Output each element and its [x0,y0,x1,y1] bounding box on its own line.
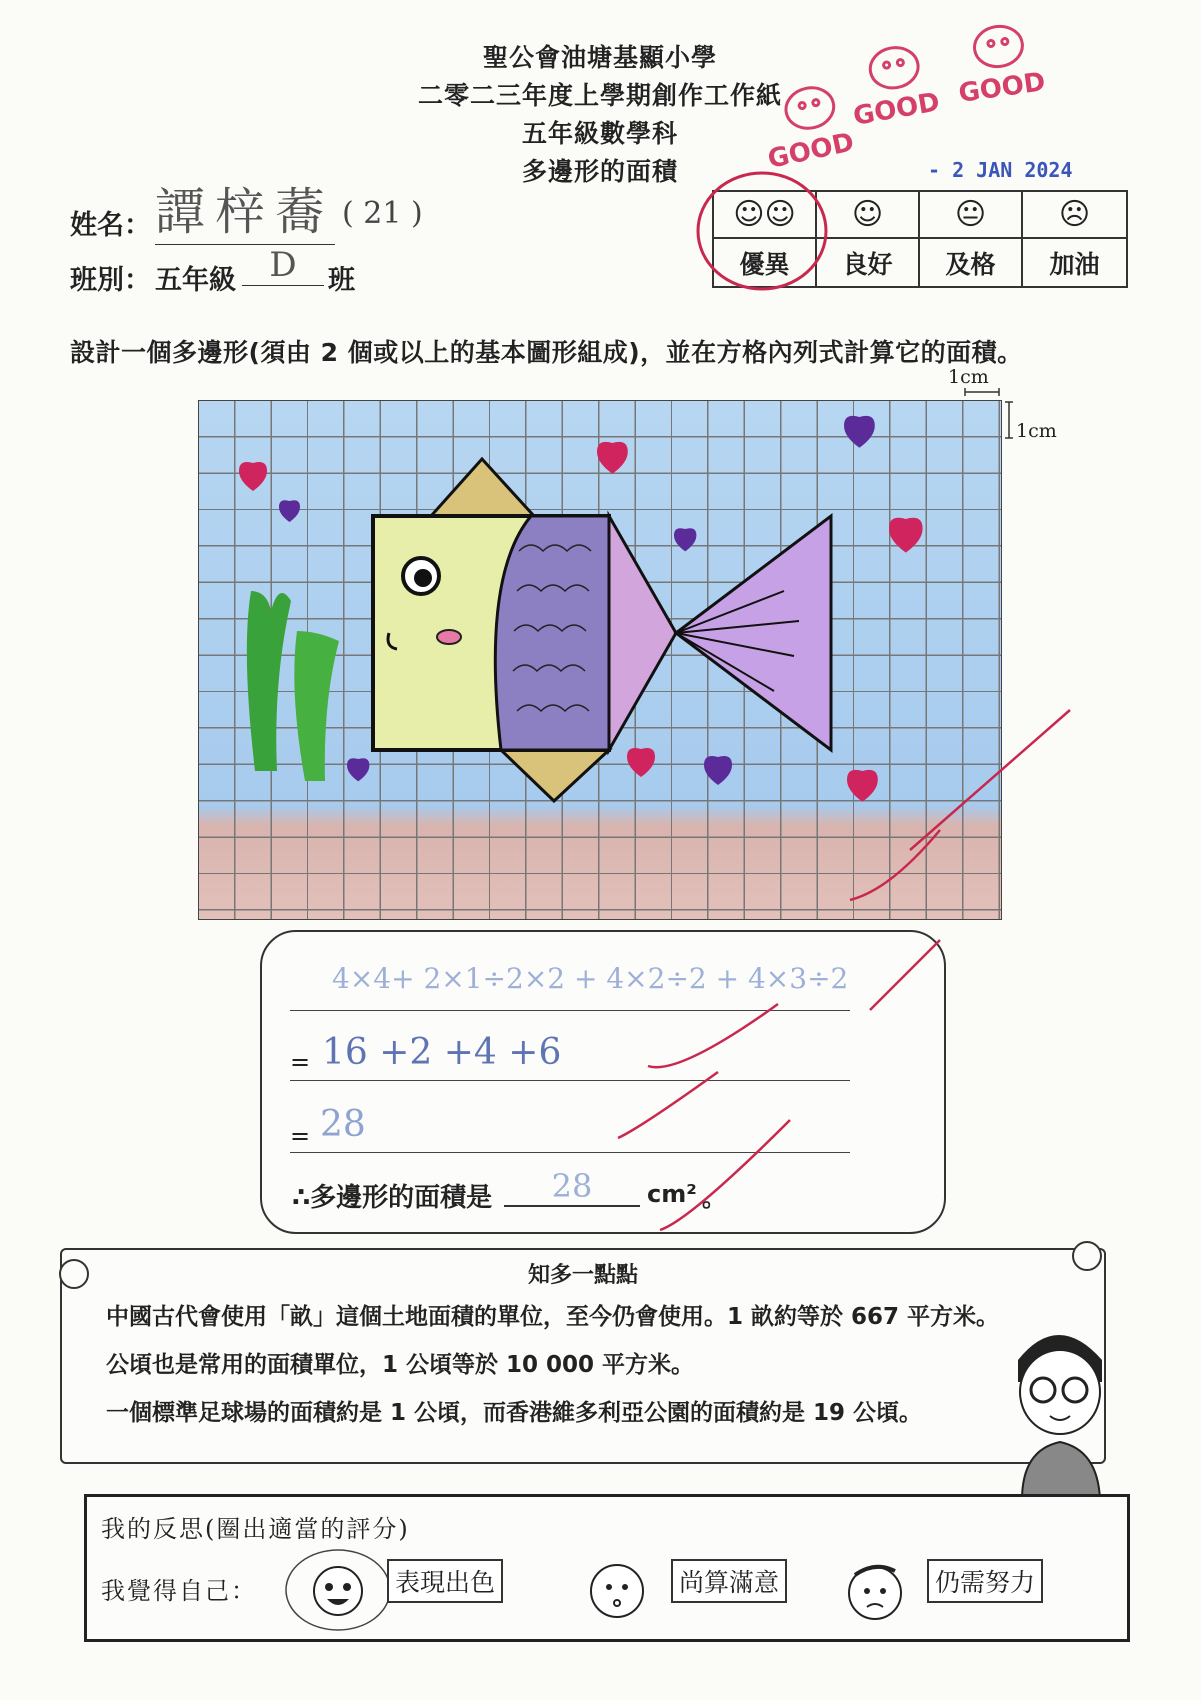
answer-prefix: ∴多邊形的面積是 [292,1183,493,1213]
calc-equals-2: = [290,1048,311,1076]
unit-horizontal: 1cm [948,366,989,388]
face-satisfied-icon [577,1553,657,1629]
rating-label-try: 加油 [1049,249,1100,279]
class-label: 班別： [70,265,151,296]
topic-title: 多邊形的面積 [521,157,678,186]
good-text-2: GOOD [851,87,943,132]
option-satisfied[interactable]: 尚算滿意 [671,1559,787,1603]
reflection-box [84,1494,1130,1642]
option-excellent[interactable]: 表現出色 [387,1559,503,1603]
rating-circle [690,155,840,295]
name-value: 譚梓蕎 [155,172,335,245]
subject-title: 五年級數學科 [521,119,678,148]
face-needs-effort-icon [835,1553,915,1629]
fact-line-2: 公頃也是常用的面積單位，1 公頃等於 10 000 平方米。 [106,1352,695,1378]
rating-face-excellent: ☺☺ [714,192,817,239]
top-fin [431,459,534,516]
calc-equals-3: = [290,1122,311,1150]
rating-label-excellent: 優異 [714,239,817,286]
answer-value: 28 [504,1167,640,1207]
answer-suffix: 。 [702,1184,726,1212]
grade-text: 五年級 [155,265,236,296]
student-number: ( 21 ) [342,196,423,231]
rating-label-good: 良好 [817,239,920,286]
name-label: 姓名： [70,210,151,241]
good-stamp-1 [782,83,837,132]
tail-fin [676,516,831,750]
term-title: 二零二三年度上學期創作工作紙 [417,81,782,110]
option-needs-effort[interactable]: 仍需努力 [927,1559,1043,1603]
reflection-title: 我的反思(圈出適當的評分) [101,1515,410,1543]
rating-face-pass: 😐 [920,192,1023,239]
fact-title: 知多一點點 [527,1263,638,1288]
fact-line-3: 一個標準足球場的面積約是 1 公頃，而香港維多利亞公園的面積約是 19 公頃。 [106,1400,923,1426]
unit-vertical: 1cm [1016,420,1057,442]
instruction: 設計一個多邊形(須由 2 個或以上的基本圖形組成)，並在方格內列式計算它的面積。 [70,338,1023,367]
answer-unit: cm² [647,1180,697,1208]
school-name: 聖公會油塘基顯小學 [482,43,717,72]
face-excellent-icon [283,1547,393,1633]
seaweed-right [294,631,339,781]
cartoon-boy [1000,1320,1120,1500]
class-value: D [242,245,324,286]
seaweed-left [247,591,291,771]
rating-face-try: ☹ [1023,192,1126,239]
check-marks-calc [600,930,980,1250]
bottom-fin [501,750,609,801]
body-triangle [609,516,676,750]
class-suffix: 班 [328,265,355,296]
check-mark-grid [830,700,1090,920]
rating-label-pass: 及格 [920,239,1023,286]
good-text-1: GOOD [765,127,857,175]
fish-cheek [437,630,461,644]
reflection-prompt: 我覺得自己： [101,1577,257,1605]
calc-line-3: 28 [320,1104,366,1145]
rating-face-good: ☺ [817,192,920,239]
good-text-3: GOOD [956,67,1048,109]
fish-scales [495,516,609,750]
good-stamp-3 [972,23,1025,69]
scroll-curls [52,1238,1122,1470]
fact-line-1: 中國古代會使用「畝」這個土地面積的單位，至今仍會使用。1 畝約等於 667 平方米。 [106,1304,1000,1330]
calc-line-2: 16 +2 +4 +6 [322,1032,562,1073]
good-stamp-2 [867,44,921,92]
calc-line-1: 4×4+ 2×1÷2×2 + 4×2÷2 + 4×3÷2 [332,962,849,995]
date-stamp: - 2 JAN 2024 [928,158,1073,182]
